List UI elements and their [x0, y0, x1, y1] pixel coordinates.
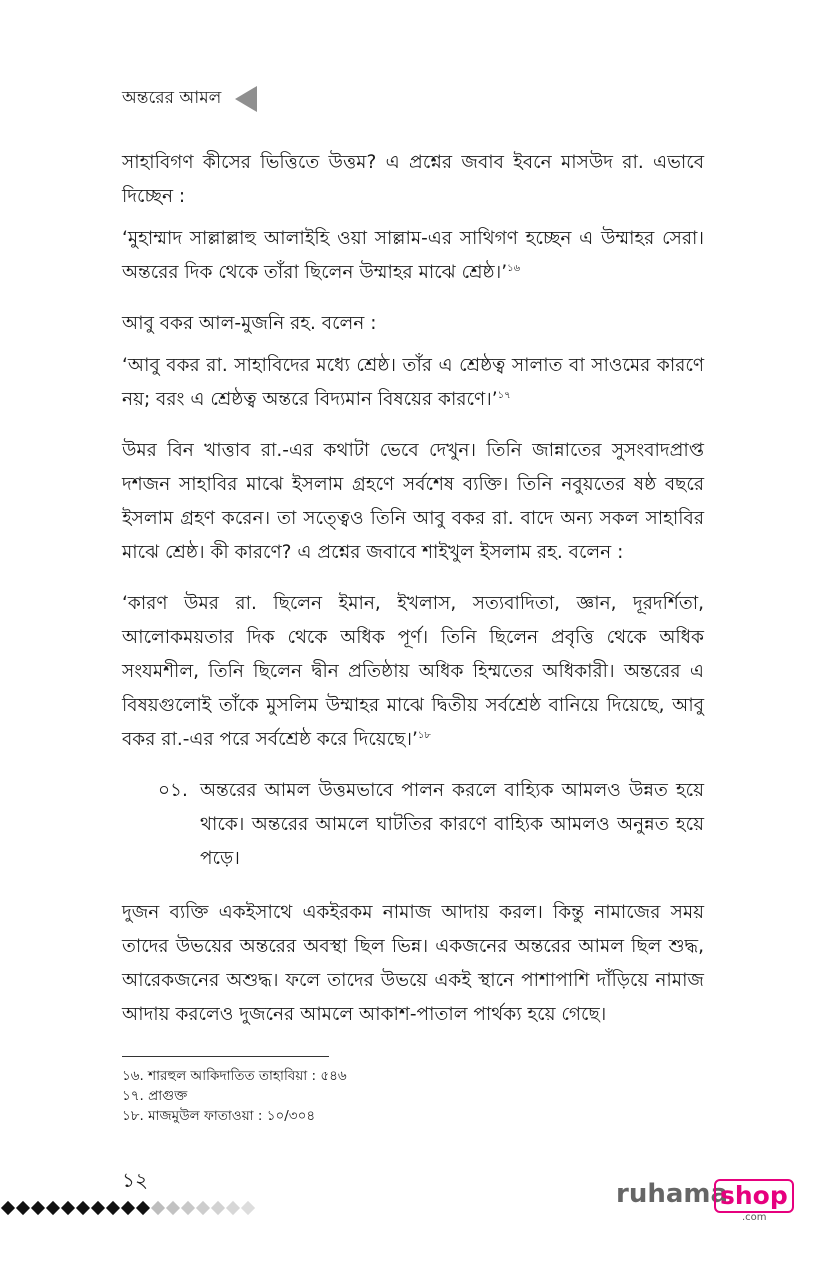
list-text: অন্তরের আমল উত্তমভাবে পালন করলে বাহ্যিক আমলও উন্নত হয়ে থাকে। অন্তরের আমলে ঘাটতির কারণে বাহ্যিক আমলও অনুন্নত হয়ে পড়ে। — [200, 780, 704, 869]
quote-paragraph — [122, 587, 704, 757]
footnote-divider — [122, 1056, 329, 1057]
diamond-icon — [136, 1201, 150, 1215]
diamond-icon — [121, 1201, 135, 1215]
footnotes — [122, 1066, 347, 1126]
running-header — [122, 84, 257, 114]
quote-paragraph — [122, 222, 704, 290]
diamond-icon — [196, 1201, 210, 1215]
diamond-icon — [211, 1201, 225, 1215]
paragraph: আবু বকর আল-মুজনি রহ. বলেন : — [122, 313, 377, 334]
list-item — [158, 774, 704, 876]
paragraph: সাহাবিগণ কীসের ভিত্তিতে উত্তম? এ প্রশ্নের জবাব ইবনে মাসউদ রা. এভাবে দিচ্ছেন : — [122, 152, 704, 207]
triangle-icon — [235, 86, 257, 112]
diamond-icon — [16, 1201, 30, 1215]
page-number: ১২ — [122, 1168, 148, 1192]
diamond-icon — [181, 1201, 195, 1215]
footnote-ref: ১৬ — [507, 262, 521, 274]
body-text — [122, 146, 704, 1049]
diamond-icon — [1, 1201, 15, 1215]
paragraph: দুজন ব্যক্তি একইসাথে একইরকম নামাজ আদায় করল। কিন্তু নামাজের সময় তাদের উভয়ের অন্তরের অবস্থা ছিল ভিন্ন। একজনের অন্তরের আমল ছিল শুদ্ধ, আরেকজনের অশুদ্ধ। ফলে তাদের উভয়ে একই স্থানে পাশাপাশি দাঁড়িয়ে নামাজ আদায় করলেও দুজনের আমলে আকাশ-পাতাল পার্থক্য হয়ে গেছে। — [122, 902, 704, 1025]
diamond-ornament — [0, 1201, 255, 1215]
paragraph-text: ‘আবু বকর রা. সাহাবিদের মধ্যে শ্রেষ্ঠ। তাঁর এ শ্রেষ্ঠত্ব সালাত বা সাওমের কারণে নয়; বরং এ শ্রেষ্ঠত্ব অন্তরে বিদ্যমান বিষয়ের কারণে।’ — [122, 355, 704, 410]
paragraph-text: ‘মুহাম্মাদ সাল্লাল্লাহু আলাইহি ওয়া সাল্লাম-এর সাথিগণ হচ্ছেন এ উম্মাহর সেরা। অন্তরের দিক থেকে তাঁরা ছিলেন উম্মাহর মাঝে শ্রেষ্ঠ।’ — [122, 228, 704, 283]
logo-text: ruhama — [616, 1179, 729, 1209]
footnote-ref: ১৭ — [497, 389, 511, 401]
diamond-icon — [61, 1201, 75, 1215]
diamond-icon — [91, 1201, 105, 1215]
diamond-icon — [241, 1201, 255, 1215]
logo-accent: shop — [714, 1179, 794, 1213]
footnote: ১৭. প্রাগুক্ত — [122, 1088, 188, 1104]
diamond-icon — [31, 1201, 45, 1215]
diamond-icon — [166, 1201, 180, 1215]
footnote: ১৬. শারহুল আকিদাতিত তাহাবিয়া : ৫৪৬ — [122, 1068, 347, 1084]
diamond-icon — [226, 1201, 240, 1215]
ruhamashop-logo — [616, 1178, 788, 1224]
paragraph: উমর বিন খাত্তাব রা.-এর কথাটা ভেবে দেখুন। তিনি জান্নাতের সুসংবাদপ্রাপ্ত দশজন সাহাবির মাঝে ইসলাম গ্রহণে সর্বশেষ ব্যক্তি। তিনি নবুয়তের ষষ্ঠ বছরে ইসলাম গ্রহণ করেন। তা সত্ত্বেও তিনি আবু বকর রা. বাদে অন্য সকল সাহাবির মাঝে শ্রেষ্ঠ। কী কারণে? এ প্রশ্নের জবাবে শাইখুল ইসলাম রহ. বলেন : — [122, 440, 704, 563]
paragraph-text: ‘কারণ উমর রা. ছিলেন ইমান, ইখলাস, সত্যবাদিতা, জ্ঞান, দূরদর্শিতা, আলোকময়তার দিক থেকে অধিক পূর্ণ। তিনি ছিলেন প্রবৃত্তি থেকে অধিক সংযমশীল, তিনি ছিলেন দ্বীন প্রতিষ্ঠায় অধিক হিম্মতের অধিকারী। অন্তরের এ বিষয়গুলোই তাঁকে মুসলিম উম্মাহর মাঝে দ্বিতীয় সর্বশ্রেষ্ঠ বানিয়ে দিয়েছে, আবু বকর রা.-এর পরে সর্বশ্রেষ্ঠ করে দিয়েছে।’ — [122, 593, 704, 750]
diamond-icon — [151, 1201, 165, 1215]
footnote: ১৮. মাজমুউল ফাতাওয়া : ১০/৩০৪ — [122, 1108, 316, 1124]
header-title: অন্তরের আমল — [122, 88, 222, 108]
logo-domain: .com — [742, 1212, 767, 1223]
footnote-ref: ১৮ — [417, 729, 431, 741]
diamond-icon — [76, 1201, 90, 1215]
diamond-icon — [106, 1201, 120, 1215]
diamond-icon — [46, 1201, 60, 1215]
list-number: ০১. — [158, 780, 188, 801]
quote-paragraph — [122, 349, 704, 417]
